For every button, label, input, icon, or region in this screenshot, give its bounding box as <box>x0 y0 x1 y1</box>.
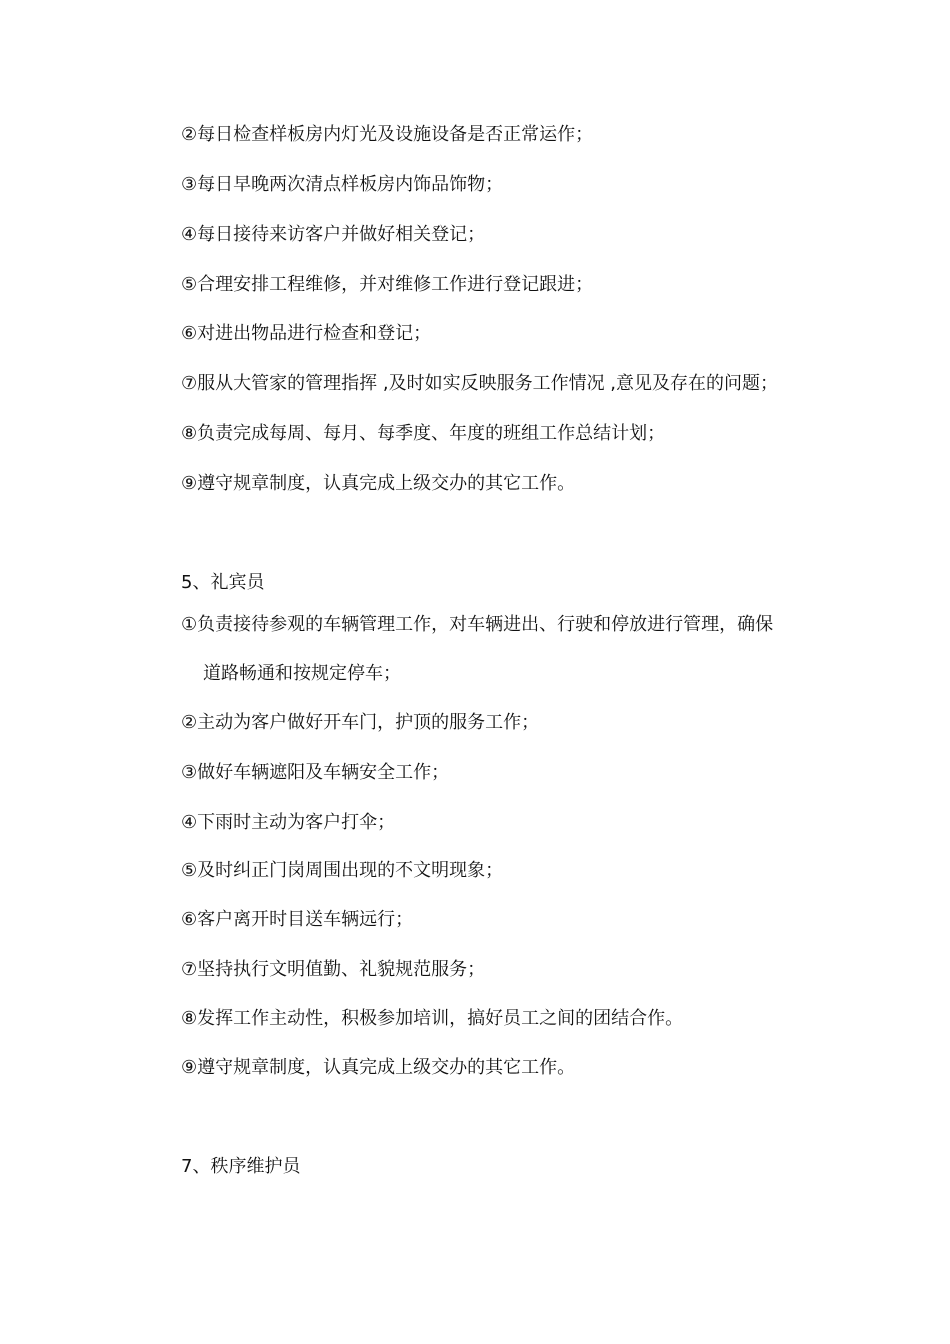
list-item: ②主动为客户做好开车门，护顶的服务工作； <box>181 712 540 733</box>
list-item: ③每日早晚两次清点样板房内饰品饰物； <box>181 174 504 195</box>
list-item: ②每日检查样板房内灯光及设施设备是否正常运作； <box>181 124 594 145</box>
list-item: ⑨遵守规章制度，认真完成上级交办的其它工作。 <box>181 1057 576 1078</box>
list-item: ⑤合理安排工程维修，并对维修工作进行登记跟进； <box>181 274 594 295</box>
list-item: ①负责接待参观的车辆管理工作，对车辆进出、行驶和停放进行管理，确保 <box>181 614 774 635</box>
list-item: ③做好车辆遮阳及车辆安全工作； <box>181 762 450 783</box>
list-item: ⑧发挥工作主动性，积极参加培训，搞好员工之间的团结合作。 <box>181 1008 684 1029</box>
list-item-continuation: 道路畅通和按规定停车； <box>203 663 401 684</box>
list-item: ⑦服从大管家的管理指挥 ,及时如实反映服务工作情况 ,意见及存在的问题； <box>181 373 779 394</box>
list-item: ⑥对进出物品进行检查和登记； <box>181 323 432 344</box>
list-item: ④下雨时主动为客户打伞； <box>181 812 396 833</box>
list-item: ⑥客户离开时目送车辆远行； <box>181 909 414 930</box>
section-heading-concierge: 5、礼宾员 <box>181 572 265 593</box>
list-item: ⑤及时纠正门岗周围出现的不文明现象； <box>181 860 504 881</box>
list-item: ⑦坚持执行文明值勤、礼貌规范服务； <box>181 959 486 980</box>
list-item: ⑨遵守规章制度，认真完成上级交办的其它工作。 <box>181 473 576 494</box>
list-item: ⑧负责完成每周、每月、每季度、年度的班组工作总结计划； <box>181 423 666 444</box>
list-item: ④每日接待来访客户并做好相关登记； <box>181 224 486 245</box>
section-heading-security: 7、秩序维护员 <box>181 1156 301 1177</box>
